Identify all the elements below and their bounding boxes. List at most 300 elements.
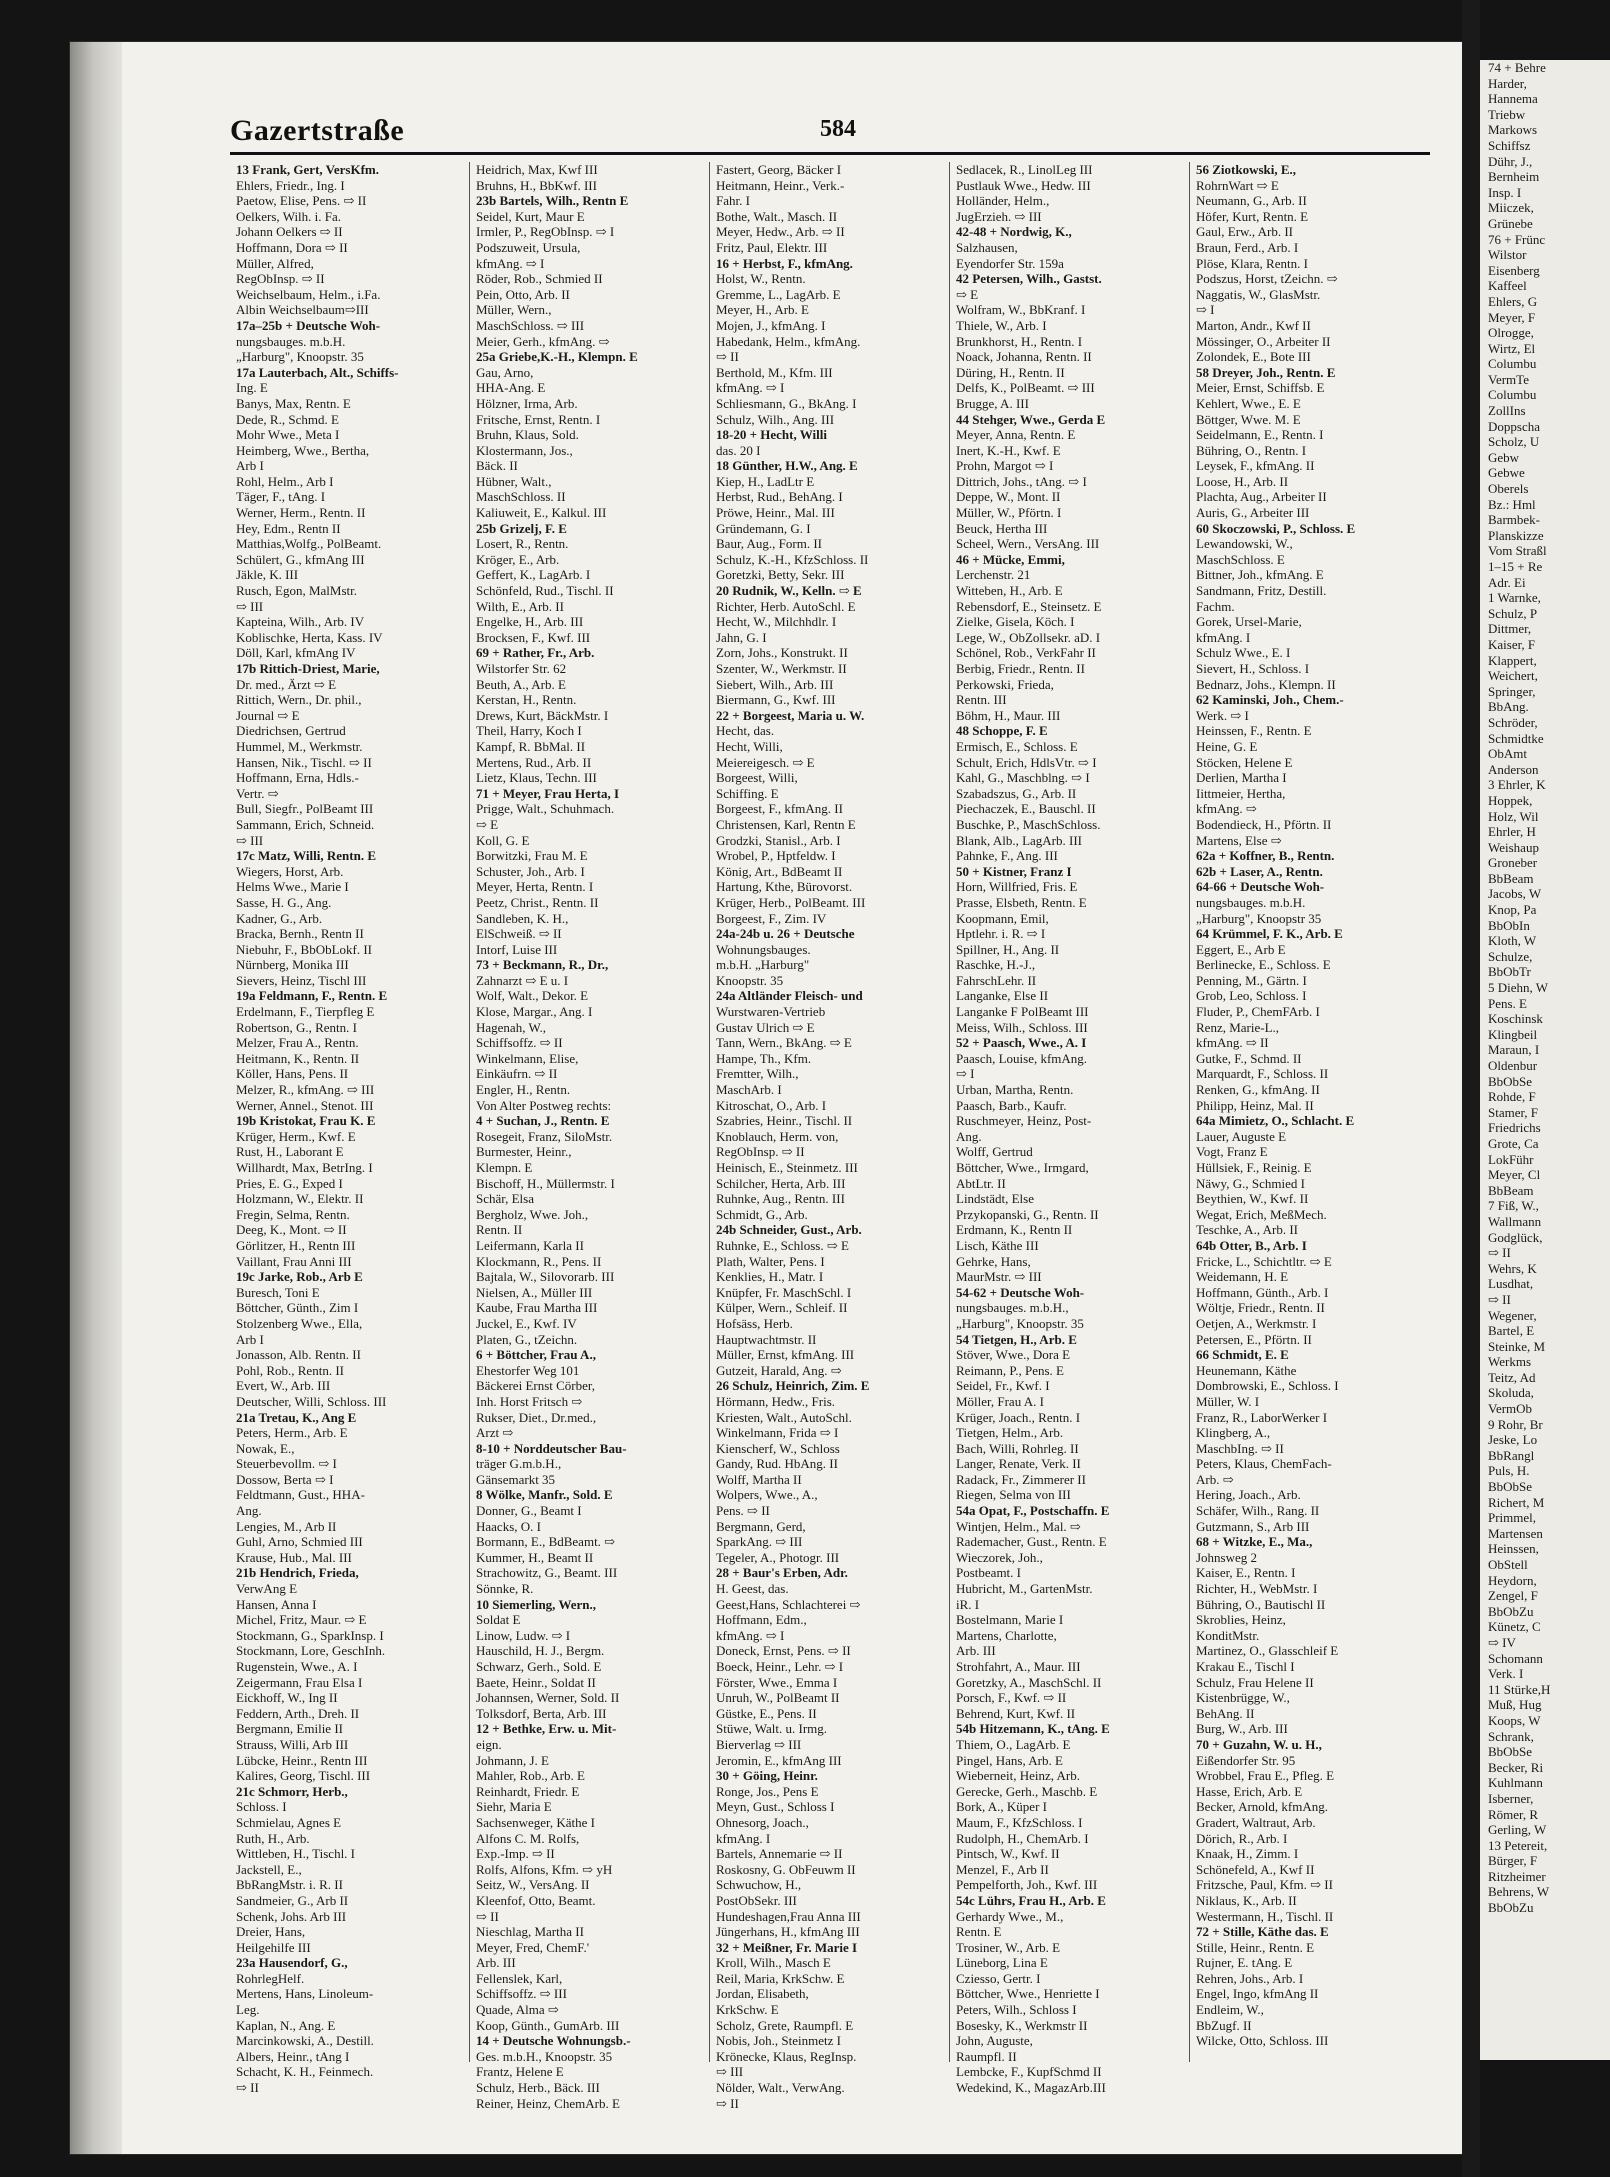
directory-entry: Hering, Joach., Arb. [1196,1487,1301,1503]
directory-entry: Görlitzer, H., Rentn III [236,1237,356,1253]
next-page-fragment: Gerling, W [1488,1822,1547,1838]
directory-entry: Scheel, Wern., VersAng. III [956,536,1100,552]
directory-entry: Matthias,Wolfg., PolBeamt. [236,536,382,552]
directory-entry: Bednarz, Johs., Klempn. II [1196,676,1336,692]
directory-entry: iR. I [956,1596,980,1612]
next-page-fragment: Koops, W [1488,1712,1541,1728]
directory-entry: Hölzner, Irma, Arb. [476,395,578,411]
directory-entry: Beythien, W., Kwf. II [1196,1191,1309,1207]
directory-entry: Schliesmann, G., BkAng. I [716,395,857,411]
next-page-fragment: 74 + Behre [1488,60,1546,75]
directory-entry: Brocksen, F., Kwf. III [476,629,591,645]
next-page-fragment: BbObTr [1488,964,1531,980]
directory-entry: Hecht, Willi, [716,738,783,754]
directory-entry: Fritsche, Ernst, Rentn. I [476,411,601,427]
directory-entry: Wieberneit, Heinz, Arb. [956,1768,1081,1784]
next-page-fragment: Schomann [1488,1650,1543,1666]
directory-entry: Ang. [956,1128,982,1144]
page-number: 584 [820,116,856,142]
directory-entry: Losert, R., Rentn. [476,536,569,552]
directory-entry: Bracka, Bernh., Rentn II [236,926,364,942]
next-page-fragment: Insp. I [1488,184,1522,200]
directory-entry: Seidel, Fr., Kwf. I [956,1378,1050,1394]
directory-entry: Werk. ⇨ I [1196,707,1249,723]
directory-entry: Herbst, Rud., BehAng. I [716,489,843,505]
directory-entry: Bork, A., Küper I [956,1799,1047,1815]
directory-entry: Petersen, E., Pförtn. II [1196,1331,1312,1347]
directory-entry: Journal ⇨ E [236,707,300,723]
directory-entry: m.b.H. „Harburg" [716,957,810,973]
directory-entry: Peters, Herm., Arb. E [236,1425,348,1441]
directory-entry: König, Art., BdBeamt II [716,863,843,879]
directory-entry: Seidelmann, E., Rentn. I [1196,427,1324,443]
directory-entry: Knoopstr. 35 [716,972,784,988]
directory-entry: Tegeler, A., Photogr. III [716,1549,840,1565]
directory-entry: 69 + Rather, Fr., Arb. [476,645,595,661]
directory-entry: Wintjen, Helm., Mal. ⇨ [956,1518,1081,1534]
directory-entry: Johnsweg 2 [1196,1549,1258,1565]
directory-entry: Kapteina, Wilh., Arb. IV [236,614,365,630]
directory-entry: Müller, W. I [1196,1393,1260,1409]
next-page-fragment: Springer, [1488,683,1536,699]
next-page-fragment: Künetz, C [1488,1619,1541,1635]
directory-entry: PostObSekr. III [716,1892,797,1908]
directory-entry: Bajtala, W., Silovorarb. III [476,1269,615,1285]
directory-entry: Reinhardt, Friedr. E [476,1783,580,1799]
directory-entry: Richter, Herb. AutoSchl. E [716,598,856,614]
directory-entry: Knoblauch, Herm. von, [716,1128,839,1144]
directory-entry: Schiffsoffz. ⇨ II [476,1035,563,1051]
directory-entry: Krakau E., Tischl I [1196,1659,1295,1674]
directory-entry: Braun, Ferd., Arb. I [1196,239,1299,255]
next-page-fragment: Wallmann [1488,1213,1542,1229]
directory-entry: Salzhausen, [956,239,1018,255]
directory-entry: Gehrke, Hans, [956,1253,1031,1269]
directory-entry: Grodzki, Stanisl., Arb. I [716,832,841,848]
next-page-fragment: Wirtz, El [1488,340,1536,356]
next-page-fragment: 13 Petereit, [1488,1837,1548,1853]
directory-entry: Holst, W., Rentn. [716,271,806,287]
directory-entry: träger G.m.b.H., [476,1456,562,1472]
directory-entry: Meier, Ernst, Schiffsb. E [1196,380,1325,396]
directory-entry: Bäck. II [476,458,518,474]
next-page-fragment: BbObIn [1488,917,1530,933]
directory-entry: Müller, Alfred, [236,255,314,271]
directory-entry: Ing. E [236,380,268,396]
directory-entry: Plöse, Klara, Rentn. I [1196,255,1308,271]
directory-entry: Melzer, Frau A., Rentn. [236,1035,359,1051]
directory-entry: Lege, W., ObZollsekr. aD. I [956,629,1101,645]
directory-entry: kfmAng. ⇨ I [716,380,785,396]
directory-entry: „Harburg", Knoopstr 35 [1196,910,1322,926]
directory-entry: Heinssen, F., Rentn. E [1196,723,1312,739]
directory-entry: Meyn, Gust., Schloss I [716,1799,835,1815]
directory-entry: Von Alter Postweg rechts: [476,1097,612,1113]
directory-entry: Nobis, Joh., Steinmetz I [716,2033,841,2049]
directory-entry: Jäkle, K. III [236,567,299,583]
directory-entry: Bergmann, Emilie II [236,1721,343,1737]
next-page-fragment: Friedrichs [1488,1120,1541,1136]
next-page-fragment: Harder, [1488,75,1527,91]
directory-entry: Iittmeier, Hertha, [1196,785,1286,801]
directory-entry: MaschbIng. ⇨ II [1196,1440,1284,1456]
directory-entry: Mössinger, O., Arbeiter II [1196,333,1331,349]
directory-entry: Paasch, Barb., Kaufr. [956,1097,1067,1113]
directory-entry: Pempelforth, Joh., Kwf. III [956,1877,1098,1893]
directory-entry: Drews, Kurt, BäckMstr. I [476,707,609,723]
next-page-fragment: Columbu [1488,356,1537,372]
directory-entry: Arzt ⇨ [476,1425,514,1441]
next-page-fragment: Gebw [1488,449,1520,465]
directory-entry: Theil, Harry, Koch I [476,723,582,739]
directory-entry: Stolzenberg Wwe., Ella, [236,1315,363,1331]
directory-entry: Lindstädt, Else [956,1191,1034,1207]
directory-entry: ⇨ E [476,816,499,832]
directory-entry: Strohfahrt, A., Maur. III [956,1659,1081,1674]
directory-entry: Knaak, H., Zimm. I [1196,1846,1299,1862]
next-page-fragment: VermTe [1488,371,1529,387]
directory-entry: 30 + Göing, Heinr. [716,1768,818,1784]
directory-entry: Burmester, Heinr., [476,1144,572,1160]
next-page-fragment: Wehrs, K [1488,1260,1537,1276]
directory-entry: Eggert, E., Arb E [1196,941,1286,957]
next-page-fragment: Jeske, Lo [1488,1432,1538,1448]
directory-entry: RohrlegHelf. [236,1970,305,1986]
directory-entry: Bosesky, K., Werkmstr II [956,2017,1088,2033]
directory-entry: Steuerbevollm. ⇨ I [236,1456,337,1472]
directory-entry: Werner, Annel., Stenot. III [236,1097,374,1113]
directory-entry: Niklaus, K., Arb. II [1196,1892,1297,1908]
directory-entry: FahrschLehr. II [956,972,1037,988]
directory-entry: AbtLtr. II [956,1175,1006,1191]
directory-entry: Schilcher, Herta, Arb. III [716,1175,846,1191]
next-page-fragment: Scholz, U [1488,434,1540,450]
next-page-fragment: Kaffeel [1488,278,1527,294]
directory-entry: Mohr Wwe., Meta I [236,427,340,443]
next-page-fragment: Pens. E [1488,995,1527,1011]
directory-entry: Vaillant, Frau Anni III [236,1253,352,1269]
directory-entry: Piechaczek, E., Bauschl. II [956,801,1096,817]
directory-entry: Kahl, G., Maschblng. ⇨ I [956,770,1090,786]
directory-entry: 42 Petersen, Wilh., Gastst. [956,271,1102,287]
next-page-fragment: BbObSe [1488,1479,1533,1495]
directory-entry: Feldtmann, Gust., HHA- [236,1487,365,1503]
directory-entry: Gerhardy Wwe., M., [956,1908,1064,1924]
directory-entry: Schönel, Rob., VerkFahr II [956,645,1096,661]
directory-entry: Marton, Andr., Kwf II [1196,317,1311,333]
next-page-fragment: Zengel, F [1488,1588,1538,1604]
directory-entry: Paetow, Elise, Pens. ⇨ II [236,193,367,209]
directory-entry: 64a Mimietz, O., Schlacht. E [1196,1113,1355,1129]
directory-entry: Winkelmann, Elise, [476,1050,579,1066]
directory-entry: Schönefeld, A., Kwf II [1196,1861,1315,1877]
directory-entry: Banys, Max, Rentn. E [236,395,351,411]
directory-entry: RegObInsp. ⇨ II [716,1144,805,1160]
directory-entry: Kaplan, N., Ang. E [236,2017,336,2033]
directory-entry: Postbeamt. I [956,1565,1021,1581]
next-page-fragment: Ritzheimer [1488,1868,1546,1884]
directory-entry: Heine, G. E [1196,738,1258,754]
directory-entry: Hptlehr. i. R. ⇨ I [956,926,1046,942]
directory-entry: Nowak, E., [236,1440,295,1456]
directory-entry: Bittner, Joh., kfmAng. E [1196,567,1324,583]
directory-entry: Przykopanski, G., Rentn. II [956,1206,1099,1222]
directory-entry: 19b Kristokat, Frau K. E [236,1113,376,1129]
directory-entry: Michel, Fritz, Maur. ⇨ E [236,1612,367,1628]
directory-entry: 23a Hausendorf, G., [236,1955,348,1971]
directory-entry: Strachowitz, G., Beamt. III [476,1565,618,1581]
directory-entry: Borgeest, F., kfmAng. II [716,801,843,817]
directory-entry: Gremme, L., LagArb. E [716,286,841,302]
next-page-fragment: 3 Ehrler, K [1488,777,1546,793]
directory-entry: Gänsemarkt 35 [476,1471,556,1487]
directory-entry: Bodendieck, H., Pförtn. II [1196,816,1332,832]
directory-entry: ⇨ I [1196,302,1215,318]
directory-entry: Kenklies, H., Matr. I [716,1269,824,1285]
directory-entry: Nürnberg, Monika III [236,957,349,973]
directory-entry: Loose, H., Arb. II [1196,473,1289,489]
directory-entry: 54a Opat, F., Postschaffn. E [956,1503,1110,1519]
directory-entry: Rademacher, Gust., Rentn. E [956,1534,1107,1550]
next-page-fragment: Gebwe [1488,465,1525,481]
directory-entry: Christensen, Karl, Rentn E [716,816,856,832]
directory-entry: Böttcher, Wwe., Irmgard, [956,1160,1089,1175]
directory-entry: Mojen, J., kfmAng. I [716,317,826,333]
directory-entry: Leysek, F., kfmAng. II [1196,458,1315,474]
directory-entry: Martens, Else ⇨ [1196,832,1282,848]
directory-entry: Rujner, E. tAng. E [1196,1955,1293,1971]
next-page-fragment: LokFühr [1488,1151,1534,1167]
directory-entry: Biermann, G., Kwf. III [716,692,836,708]
directory-entry: Hüllsiek, F., Reinig. E [1196,1160,1312,1175]
directory-entry: Hey, Edm., Rentn II [236,520,341,536]
directory-entry: Kalires, Georg, Tischl. III [236,1768,371,1784]
next-page-fragment: Weichert, [1488,668,1538,684]
directory-entry: 17a Lauterbach, Alt., Schiffs- [236,364,399,380]
next-page-fragment: Weishaup [1488,839,1539,855]
directory-entry: Rosegeit, Franz, SiloMstr. [476,1128,613,1144]
directory-entry: Albin Weichselbaum⇨III [236,302,369,318]
next-page-fragment: Groneber [1488,855,1538,871]
directory-entry: Gradert, Waltraut, Arb. [1196,1814,1316,1830]
directory-entry: Lerchenstr. 21 [956,567,1031,583]
directory-entry: Rentn. E [956,1924,1002,1940]
directory-entry: Bergmann, Gerd, [716,1518,806,1534]
directory-entry: Zahnarzt ⇨ E u. I [476,972,569,988]
directory-entry: Höfer, Kurt, Rentn. E [1196,208,1309,224]
directory-entry: Perkowski, Frieda, [956,676,1054,692]
directory-entry: Schloss. I [236,1799,287,1815]
directory-entry: Külper, Wern., Schleif. II [716,1300,848,1316]
directory-entry: Exp.-Imp. ⇨ II [476,1846,555,1862]
directory-entry: Ruhnke, Aug., Rentn. III [716,1191,845,1207]
next-page-fragment: Koschinsk [1488,1011,1543,1027]
directory-entry: Meiss, Wilh., Schloss. III [956,1019,1088,1035]
next-page-fragment: 1 Warnke, [1488,590,1541,606]
next-page-fragment: Dittmer, [1488,621,1532,637]
directory-entry: Robertson, G., Rentn. I [236,1019,357,1035]
directory-entry: Bruhn, Klaus, Sold. [476,427,579,443]
directory-entry: 48 Schoppe, F. E [956,723,1048,739]
directory-entry: Wurstwaren-Vertrieb [716,1004,826,1020]
directory-entry: Hansen, Anna I [236,1596,317,1612]
directory-entry: Guhl, Arno, Schmied III [236,1534,363,1550]
next-page-fragment: Vom Straßl [1488,543,1547,559]
directory-entry: Pustlauk Wwe., Hedw. III [956,177,1091,193]
directory-entry: Stüwe, Walt. u. Irmg. [716,1721,828,1737]
directory-entry: ⇨ II [236,2080,259,2096]
directory-entry: Plachta, Aug., Arbeiter II [1196,489,1327,505]
directory-entry: Koll, G. E [476,832,530,848]
directory-entry: Rehren, Johs., Arb. I [1196,1970,1304,1986]
next-page-fragment: Isberner, [1488,1790,1534,1806]
next-page-fragment: ⇨ IV [1488,1634,1516,1650]
directory-entry: Hörmann, Hedw., Fris. [716,1393,836,1409]
directory-entry: Fellenslek, Karl, [476,1970,563,1986]
directory-entry: Leifermann, Karla II [476,1237,584,1253]
directory-entry: Deppe, W., Mont. II [956,489,1061,505]
directory-entry: Meyer, Hedw., Arb. ⇨ II [716,224,845,240]
directory-entry: Endleim, W., [1196,2002,1264,2018]
page-gap [1462,0,1480,2177]
directory-entry: Klose, Margar., Ang. I [476,1004,593,1020]
next-page-fragment: Puls, H. [1488,1463,1530,1479]
next-page-fragment: Martensen [1488,1525,1543,1541]
directory-entry: Scholz, Grete, Raumpfl. E [716,2017,854,2033]
next-page-fragment: Planskizze [1488,527,1544,543]
directory-entry: Jeromin, E., kfmAng III [716,1752,842,1768]
next-page-fragment: Barmbek- [1488,512,1540,528]
directory-entry: Rebensdorf, E., Steinsetz. E [956,598,1102,614]
directory-entry: Ruth, H., Arb. [236,1830,310,1846]
directory-entry: Kaliuweit, E., Kalkul. III [476,505,607,521]
directory-entry: 18 Günther, H.W., Ang. E [716,458,858,474]
directory-entry: 17a–25b + Deutsche Woh- [236,317,381,333]
directory-column-5 [1190,162,1430,2062]
directory-entry: Gründemann, G. I [716,520,811,536]
directory-entry: Sievert, H., Schloss. I [1196,661,1310,676]
next-page-fragment: Anderson [1488,761,1539,777]
directory-entry: Wolpers, Wwe., A., [716,1487,818,1503]
directory-entry: Heidrich, Max, Kwf III [476,162,598,177]
directory-entry: 21b Hendrich, Frieda, [236,1565,359,1581]
directory-entry: Fricke, L., Schichtltr. ⇨ E [1196,1253,1332,1269]
directory-entry: Lewandowski, W., [1196,536,1293,552]
next-page-fragment: Hannema [1488,91,1538,107]
directory-entry: kfmAng. ⇨ II [1196,1035,1269,1051]
directory-entry: Sandmeier, G., Arb II [236,1892,349,1908]
directory-entry: Tann, Wern., BkAng. ⇨ E [716,1035,852,1051]
next-page-fragment: 11 Stürke,H [1488,1681,1551,1697]
directory-entry: Nielsen, A., Müller III [476,1284,593,1300]
directory-entry: Güstke, E., Pens. II [716,1705,817,1721]
directory-entry: Kampf, R. BbMal. II [476,738,586,754]
directory-entry: John, Auguste, [956,2033,1033,2049]
directory-entry: Strauss, Willi, Arb III [236,1736,349,1752]
directory-entry: ⇨ III [716,2064,744,2080]
directory-entry: Kroll, Wilh., Masch E [716,1955,831,1971]
directory-entry: Renz, Marie-L., [1196,1019,1280,1035]
directory-entry: Penning, M., Gärtn. I [1196,972,1307,988]
directory-entry: Knüpfer, Fr. MaschSchl. I [716,1284,852,1300]
directory-entry: Eißendorfer Str. 95 [1196,1752,1296,1768]
directory-entry: Intorf, Luise III [476,941,558,957]
next-page-fragment: Grünebe [1488,215,1533,231]
directory-entry: ⇨ I [956,1066,975,1082]
directory-entry: Schönfeld, Rud., Tischl. II [476,583,614,599]
directory-entry: ⇨ II [476,1908,499,1924]
directory-entry: Lembcke, F., KupfSchmd II [956,2064,1102,2080]
next-page-fragment: Miiczek, [1488,200,1534,216]
directory-entry: MaurMstr. ⇨ III [956,1269,1042,1285]
directory-entry: kfmAng. ⇨ I [716,1627,785,1643]
directory-entry: Menzel, F., Arb II [956,1861,1049,1877]
directory-entry: Richter, H., WebMstr. I [1196,1581,1318,1597]
directory-entry: Oelkers, Wilh. i. Fa. [236,208,342,224]
directory-entry: Podszus, Horst, tZeichn. ⇨ [1196,271,1338,287]
next-page-fragment: Kloth, W [1488,933,1537,949]
directory-entry: Wolff, Martha II [716,1471,802,1487]
next-page-fragment: Knop, Pa [1488,902,1537,918]
directory-entry: Hauptwachtmstr. II [716,1331,817,1347]
directory-entry: Bergholz, Wwe. Joh., [476,1206,589,1222]
directory-entry: Fastert, Georg, Bäcker I [716,162,842,177]
directory-entry: Szenter, W., Werkmstr. II [716,661,847,676]
directory-entry: Weidemann, H. E [1196,1269,1289,1285]
directory-entry: Brunkhorst, H., Rentn. I [956,333,1083,349]
directory-entry: Rudolph, H., ChemArb. I [956,1830,1089,1846]
directory-entry: Bühring, O., Rentn. I [1196,442,1307,458]
directory-entry: Geffert, K., LagArb. I [476,567,591,583]
directory-entry: Seitz, W., VersAng. II [476,1877,590,1893]
directory-entry: Kummer, H., Beamt II [476,1549,594,1565]
directory-entry: Feddern, Arth., Dreh. II [236,1705,360,1721]
next-page-fragment: BbObZu [1488,1603,1534,1619]
directory-entry: Holzmann, W., Elektr. II [236,1191,364,1207]
directory-entry: 62b + Laser, A., Rentn. [1196,863,1323,879]
directory-entry: Plath, Walter, Pens. I [716,1253,825,1269]
next-page-fragment: Eisenberg [1488,262,1540,278]
directory-entry: Arb. ⇨ [1196,1471,1234,1487]
directory-entry: Doneck, Ernst, Pens. ⇨ II [716,1643,851,1659]
directory-entry: Meier, Gerh., kfmAng. ⇨ [476,333,610,349]
directory-entry: Becker, Arnold, kfmAng. [1196,1799,1328,1815]
next-page-fragment: Bernheim [1488,169,1540,185]
directory-entry: Schenk, Johs. Arb III [236,1908,347,1924]
directory-entry: Heitmann, K., Rentn. II [236,1050,360,1066]
next-page-fragment: Rohde, F [1488,1089,1536,1105]
directory-column-3 [710,162,950,2111]
directory-entry: 18-20 + Hecht, Willi [716,427,827,443]
directory-entry: Kaiser, E., Rentn. I [1196,1565,1296,1581]
directory-entry: Tolksdorf, Berta, Arb. III [476,1705,607,1721]
directory-entry: Kaube, Frau Martha III [476,1300,598,1316]
directory-entry: Pohl, Rob., Rentn. II [236,1362,344,1378]
directory-entry: Podszuweit, Ursula, [476,239,581,255]
directory-entry: Winkelmann, Frida ⇨ I [716,1425,839,1441]
next-page-fragment: Schrank, [1488,1728,1534,1744]
directory-entry: Einkäufrn. ⇨ II [476,1066,558,1082]
directory-column-2 [470,162,710,2111]
directory-entry: Prohn, Margot ⇨ I [956,458,1054,474]
directory-entry: Eickhoff, W., Ing II [236,1690,338,1706]
directory-entry: Engel, Ingo, kfmAng II [1196,1986,1319,2002]
next-page-fragment: Bz.: Hml [1488,496,1536,512]
directory-entry: Ermisch, E., Schloss. E [956,738,1078,754]
next-page-fragment: Ehlers, G [1488,293,1538,309]
directory-entry: Wegat, Erich, MeßMech. [1196,1206,1327,1222]
directory-entry: Porsch, F., Kwf. ⇨ II [956,1690,1067,1706]
